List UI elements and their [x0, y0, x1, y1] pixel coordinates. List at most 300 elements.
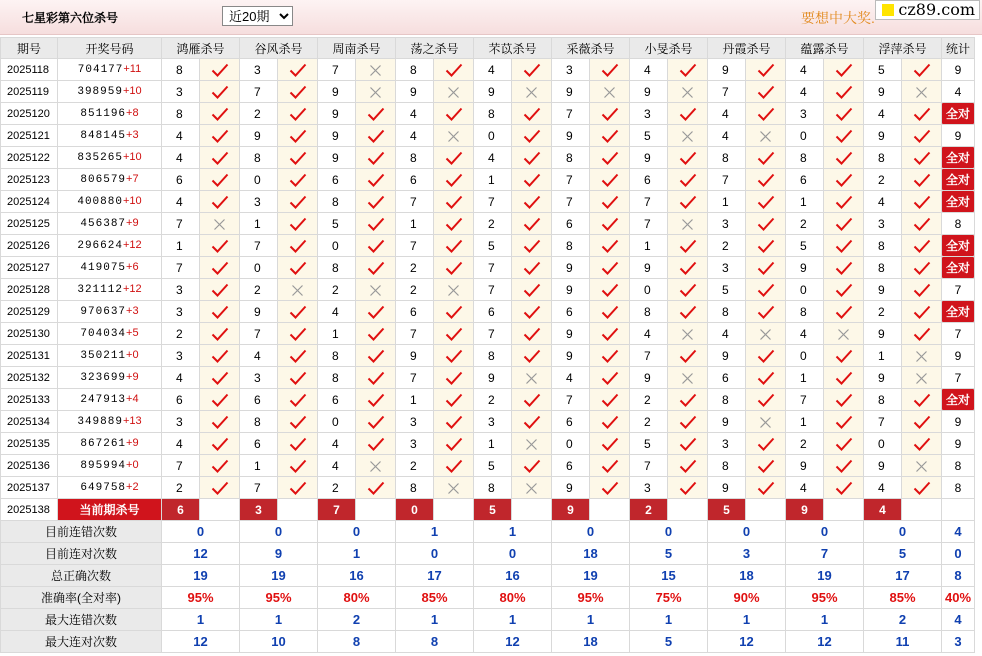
- period-cell: 2025134: [1, 411, 58, 433]
- check-icon: [211, 106, 229, 120]
- result-cell: [512, 433, 552, 455]
- kill-pick-cell: 8: [474, 477, 512, 499]
- kill-pick-cell: 4: [162, 191, 200, 213]
- check-icon: [835, 106, 853, 120]
- result-cell: [746, 433, 786, 455]
- summary-value: 2: [318, 609, 396, 631]
- all-correct-badge: 全对: [942, 103, 974, 124]
- kill-pick-cell: 7: [630, 213, 668, 235]
- stat-cell: [942, 257, 975, 279]
- check-icon: [445, 194, 463, 208]
- result-cell: [512, 301, 552, 323]
- table-row: [1, 81, 975, 103]
- draw-sum: +10: [122, 151, 142, 163]
- draw-number-cell: [58, 213, 162, 235]
- check-icon: [913, 238, 931, 252]
- summary-value: 1: [474, 609, 552, 631]
- stat-value: 7: [954, 326, 962, 341]
- cross-icon: [915, 84, 928, 98]
- summary-total: 0: [942, 543, 975, 565]
- result-cell: [200, 411, 240, 433]
- result-cell: [434, 257, 474, 279]
- kill-pick-cell: 4: [708, 323, 746, 345]
- check-icon: [601, 106, 619, 120]
- result-cell: [434, 389, 474, 411]
- kill-pick-cell: 9: [240, 125, 278, 147]
- kill-pick-cell: 2: [786, 213, 824, 235]
- kill-pick-cell: 4: [318, 301, 356, 323]
- kill-pick-cell: 8: [396, 147, 434, 169]
- check-icon: [757, 106, 775, 120]
- result-cell: [902, 367, 942, 389]
- result-cell: [278, 191, 318, 213]
- check-icon: [289, 480, 307, 494]
- cross-icon: [447, 128, 460, 142]
- kill-pick-cell: 9: [318, 147, 356, 169]
- kill-pick-cell: 6: [318, 169, 356, 191]
- check-icon: [523, 238, 541, 252]
- summary-value: 95%: [240, 587, 318, 609]
- kill-pick-cell: 6: [552, 213, 590, 235]
- check-icon: [757, 282, 775, 296]
- check-icon: [835, 304, 853, 318]
- draw-digits: 323699: [80, 372, 127, 384]
- period-cell: 2025131: [1, 345, 58, 367]
- result-cell: [590, 125, 630, 147]
- check-icon: [679, 282, 697, 296]
- kill-pick-cell: 4: [474, 147, 512, 169]
- kill-pick-cell: 9: [396, 345, 434, 367]
- kill-number-table: [0, 37, 975, 653]
- period-cell: 2025132: [1, 367, 58, 389]
- result-cell: [356, 125, 396, 147]
- kill-pick-cell: 3: [162, 301, 200, 323]
- kill-pick-cell: 9: [318, 125, 356, 147]
- stat-cell: [942, 81, 975, 103]
- kill-pick-cell: 9: [474, 81, 512, 103]
- kill-pick-cell: 6: [396, 301, 434, 323]
- kill-pick-cell: 4: [396, 125, 434, 147]
- draw-number-cell: [58, 125, 162, 147]
- current-kill-pick: 2: [630, 499, 668, 521]
- draw-sum: +4: [126, 393, 139, 405]
- summary-value: 1: [552, 609, 630, 631]
- draw-sum: +9: [126, 217, 139, 229]
- check-icon: [289, 172, 307, 186]
- summary-value: 2: [864, 609, 942, 631]
- period-cell: 2025125: [1, 213, 58, 235]
- stat-value: 8: [954, 458, 962, 473]
- kill-pick-cell: 4: [630, 59, 668, 81]
- result-cell: [824, 81, 864, 103]
- summary-label: 最大连对次数: [1, 631, 162, 653]
- check-icon: [523, 326, 541, 340]
- current-kill-pick: 0: [396, 499, 434, 521]
- result-cell: [590, 191, 630, 213]
- result-cell: [512, 323, 552, 345]
- check-icon: [523, 194, 541, 208]
- result-cell: [746, 59, 786, 81]
- result-cell: [200, 301, 240, 323]
- kill-pick-cell: 7: [240, 323, 278, 345]
- draw-digits: 867261: [80, 438, 127, 450]
- result-cell: [200, 367, 240, 389]
- current-kill-pick: 3: [240, 499, 278, 521]
- empty-cell: [668, 499, 708, 521]
- result-cell: [434, 455, 474, 477]
- result-cell: [590, 389, 630, 411]
- result-cell: [902, 477, 942, 499]
- draw-number-cell: [58, 169, 162, 191]
- period-cell: 2025137: [1, 477, 58, 499]
- result-cell: [278, 125, 318, 147]
- kill-pick-cell: 2: [708, 235, 746, 257]
- check-icon: [211, 128, 229, 142]
- draw-digits: 649758: [80, 482, 127, 494]
- result-cell: [668, 169, 708, 191]
- result-cell: [278, 433, 318, 455]
- summary-row: [1, 543, 975, 565]
- table-row: [1, 477, 975, 499]
- col-expert: 芣苡杀号: [474, 38, 552, 59]
- kill-pick-cell: 2: [162, 477, 200, 499]
- draw-number-cell: [58, 103, 162, 125]
- kill-pick-cell: 2: [630, 389, 668, 411]
- kill-pick-cell: 5: [630, 125, 668, 147]
- draw-digits: 835265: [77, 152, 123, 164]
- check-icon: [601, 172, 619, 186]
- draw-number-cell: [58, 301, 162, 323]
- kill-pick-cell: 2: [240, 279, 278, 301]
- cross-icon: [369, 84, 382, 98]
- check-icon: [367, 150, 385, 164]
- result-cell: [356, 81, 396, 103]
- check-icon: [289, 414, 307, 428]
- check-icon: [211, 172, 229, 186]
- kill-pick-cell: 9: [240, 301, 278, 323]
- result-cell: [200, 125, 240, 147]
- col-expert: 浮萍杀号: [864, 38, 942, 59]
- kill-pick-cell: 3: [474, 411, 512, 433]
- kill-pick-cell: 7: [474, 279, 512, 301]
- kill-pick-cell: 8: [318, 367, 356, 389]
- empty-cell: [590, 499, 630, 521]
- stat-cell: [942, 279, 975, 301]
- check-icon: [757, 84, 775, 98]
- kill-pick-cell: 7: [162, 257, 200, 279]
- check-icon: [601, 260, 619, 274]
- kill-pick-cell: 9: [864, 323, 902, 345]
- summary-value: 0: [630, 521, 708, 543]
- summary-value: 80%: [318, 587, 396, 609]
- table-row: [1, 257, 975, 279]
- kill-pick-cell: 4: [396, 103, 434, 125]
- table-row: [1, 389, 975, 411]
- kill-pick-cell: 1: [240, 213, 278, 235]
- kill-pick-cell: 8: [786, 301, 824, 323]
- stat-cell: [942, 367, 975, 389]
- result-cell: [278, 213, 318, 235]
- check-icon: [601, 414, 619, 428]
- summary-value: 0: [864, 521, 942, 543]
- result-cell: [668, 125, 708, 147]
- check-icon: [913, 106, 931, 120]
- result-cell: [512, 169, 552, 191]
- result-cell: [824, 235, 864, 257]
- cross-icon: [759, 326, 772, 340]
- cross-icon: [915, 458, 928, 472]
- result-cell: [746, 103, 786, 125]
- result-cell: [590, 323, 630, 345]
- table-row: [1, 455, 975, 477]
- stat-cell: [942, 191, 975, 213]
- stat-cell: [942, 59, 975, 81]
- result-cell: [902, 411, 942, 433]
- result-cell: [278, 477, 318, 499]
- result-cell: [200, 323, 240, 345]
- result-cell: [746, 257, 786, 279]
- kill-pick-cell: 3: [240, 367, 278, 389]
- check-icon: [211, 238, 229, 252]
- cross-icon: [447, 84, 460, 98]
- result-cell: [824, 367, 864, 389]
- cross-icon: [525, 84, 538, 98]
- period-range-select[interactable]: [222, 6, 293, 26]
- stat-value: 9: [954, 436, 962, 451]
- result-cell: [356, 279, 396, 301]
- all-correct-badge: 全对: [942, 257, 974, 278]
- result-cell: [668, 213, 708, 235]
- kill-pick-cell: 9: [630, 81, 668, 103]
- kill-pick-cell: 4: [162, 147, 200, 169]
- result-cell: [746, 147, 786, 169]
- kill-pick-cell: 4: [786, 477, 824, 499]
- kill-pick-cell: 8: [864, 147, 902, 169]
- summary-label: 准确率(全对率): [1, 587, 162, 609]
- kill-pick-cell: 8: [864, 235, 902, 257]
- check-icon: [211, 304, 229, 318]
- draw-sum: +6: [126, 261, 139, 273]
- current-kill-pick: 5: [708, 499, 746, 521]
- result-cell: [200, 235, 240, 257]
- check-icon: [757, 150, 775, 164]
- table-row: [1, 125, 975, 147]
- kill-pick-cell: 7: [552, 169, 590, 191]
- check-icon: [367, 480, 385, 494]
- result-cell: [356, 367, 396, 389]
- result-cell: [824, 279, 864, 301]
- check-icon: [367, 106, 385, 120]
- result-cell: [512, 477, 552, 499]
- result-cell: [434, 213, 474, 235]
- kill-pick-cell: 1: [396, 213, 434, 235]
- summary-value: 95%: [162, 587, 240, 609]
- summary-value: 5: [864, 543, 942, 565]
- summary-value: 8: [318, 631, 396, 653]
- result-cell: [902, 455, 942, 477]
- check-icon: [211, 84, 229, 98]
- check-icon: [211, 436, 229, 450]
- check-icon: [913, 62, 931, 76]
- period-cell: 2025133: [1, 389, 58, 411]
- result-cell: [200, 433, 240, 455]
- kill-pick-cell: 3: [162, 81, 200, 103]
- result-cell: [590, 345, 630, 367]
- cross-icon: [447, 480, 460, 494]
- kill-pick-cell: 6: [474, 301, 512, 323]
- kill-pick-cell: 7: [240, 477, 278, 499]
- period-cell: 2025127: [1, 257, 58, 279]
- check-icon: [835, 348, 853, 362]
- check-icon: [601, 348, 619, 362]
- kill-pick-cell: 9: [552, 477, 590, 499]
- result-cell: [278, 455, 318, 477]
- kill-pick-cell: 0: [240, 169, 278, 191]
- summary-value: 90%: [708, 587, 786, 609]
- result-cell: [278, 367, 318, 389]
- kill-pick-cell: 1: [786, 191, 824, 213]
- summary-value: 1: [474, 521, 552, 543]
- site-logo[interactable]: [875, 0, 980, 20]
- kill-pick-cell: 7: [396, 323, 434, 345]
- stat-value: 8: [954, 216, 962, 231]
- col-expert: 采薇杀号: [552, 38, 630, 59]
- check-icon: [367, 326, 385, 340]
- check-icon: [211, 458, 229, 472]
- draw-number-cell: [58, 455, 162, 477]
- result-cell: [824, 345, 864, 367]
- col-expert: 荡之杀号: [396, 38, 474, 59]
- kill-pick-cell: 9: [708, 345, 746, 367]
- check-icon: [289, 392, 307, 406]
- result-cell: [668, 301, 708, 323]
- result-cell: [902, 235, 942, 257]
- result-cell: [356, 103, 396, 125]
- check-icon: [445, 348, 463, 362]
- draw-number-cell: [58, 323, 162, 345]
- kill-pick-cell: 4: [864, 103, 902, 125]
- kill-pick-cell: 7: [474, 323, 512, 345]
- result-cell: [278, 257, 318, 279]
- check-icon: [289, 106, 307, 120]
- check-icon: [523, 458, 541, 472]
- summary-value: 0: [786, 521, 864, 543]
- draw-sum: +10: [122, 195, 142, 207]
- kill-pick-cell: 4: [786, 59, 824, 81]
- empty-cell: [942, 499, 975, 521]
- result-cell: [746, 345, 786, 367]
- result-cell: [824, 323, 864, 345]
- kill-pick-cell: 9: [864, 279, 902, 301]
- check-icon: [601, 370, 619, 384]
- draw-number-cell: [58, 477, 162, 499]
- table-row: [1, 191, 975, 213]
- kill-pick-cell: 1: [786, 367, 824, 389]
- kill-pick-cell: 9: [474, 367, 512, 389]
- result-cell: [902, 301, 942, 323]
- check-icon: [835, 260, 853, 274]
- check-icon: [445, 414, 463, 428]
- check-icon: [835, 238, 853, 252]
- result-cell: [590, 433, 630, 455]
- result-cell: [512, 59, 552, 81]
- check-icon: [835, 458, 853, 472]
- check-icon: [289, 62, 307, 76]
- summary-value: 12: [162, 631, 240, 653]
- check-icon: [289, 326, 307, 340]
- check-icon: [679, 480, 697, 494]
- kill-pick-cell: 3: [630, 477, 668, 499]
- kill-pick-cell: 2: [240, 103, 278, 125]
- kill-pick-cell: 8: [708, 147, 746, 169]
- table-row: [1, 235, 975, 257]
- result-cell: [512, 279, 552, 301]
- result-cell: [824, 433, 864, 455]
- result-cell: [200, 81, 240, 103]
- kill-pick-cell: 4: [162, 433, 200, 455]
- result-cell: [902, 147, 942, 169]
- col-expert: 丹霞杀号: [708, 38, 786, 59]
- summary-value: 17: [864, 565, 942, 587]
- check-icon: [601, 282, 619, 296]
- check-icon: [679, 436, 697, 450]
- kill-pick-cell: 8: [396, 59, 434, 81]
- col-expert: 周南杀号: [318, 38, 396, 59]
- cross-icon: [213, 216, 226, 230]
- draw-digits: 296624: [77, 240, 123, 252]
- result-cell: [590, 257, 630, 279]
- draw-sum: +7: [126, 173, 139, 185]
- result-cell: [434, 169, 474, 191]
- draw-sum: +0: [126, 459, 139, 471]
- result-cell: [746, 455, 786, 477]
- result-cell: [512, 103, 552, 125]
- check-icon: [211, 392, 229, 406]
- kill-pick-cell: 4: [318, 433, 356, 455]
- kill-pick-cell: 7: [708, 81, 746, 103]
- result-cell: [512, 191, 552, 213]
- result-cell: [200, 169, 240, 191]
- check-icon: [835, 84, 853, 98]
- result-cell: [824, 389, 864, 411]
- check-icon: [523, 304, 541, 318]
- kill-pick-cell: 5: [630, 433, 668, 455]
- result-cell: [200, 257, 240, 279]
- check-icon: [367, 128, 385, 142]
- kill-pick-cell: 8: [708, 455, 746, 477]
- result-cell: [512, 213, 552, 235]
- kill-pick-cell: 0: [318, 235, 356, 257]
- summary-value: 19: [552, 565, 630, 587]
- result-cell: [278, 323, 318, 345]
- summary-value: 17: [396, 565, 474, 587]
- kill-pick-cell: 6: [240, 389, 278, 411]
- col-expert: 谷风杀号: [240, 38, 318, 59]
- cross-icon: [525, 370, 538, 384]
- current-kill-label: 当前期杀号: [58, 499, 162, 521]
- result-cell: [824, 455, 864, 477]
- result-cell: [746, 411, 786, 433]
- summary-value: 19: [162, 565, 240, 587]
- kill-pick-cell: 8: [474, 345, 512, 367]
- check-icon: [289, 128, 307, 142]
- summary-value: 1: [630, 609, 708, 631]
- check-icon: [601, 150, 619, 164]
- result-cell: [590, 103, 630, 125]
- kill-pick-cell: 1: [708, 191, 746, 213]
- kill-pick-cell: 6: [240, 433, 278, 455]
- result-cell: [668, 257, 708, 279]
